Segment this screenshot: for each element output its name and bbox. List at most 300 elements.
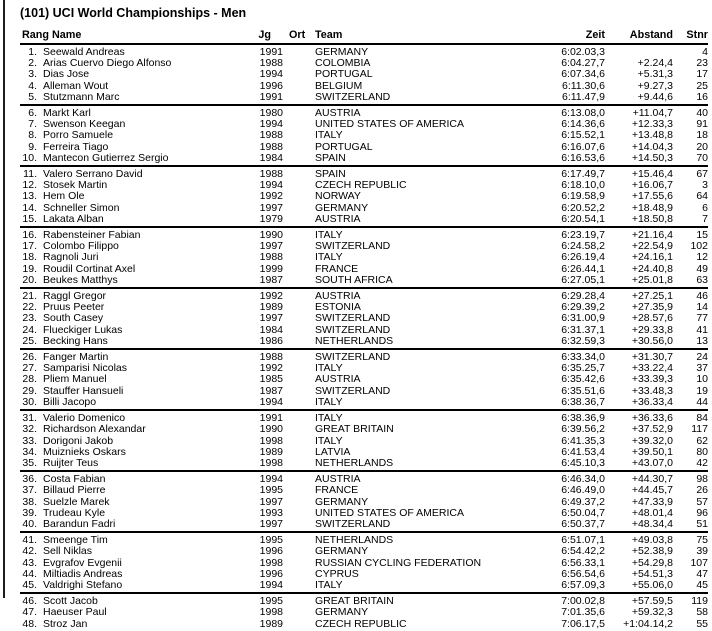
abstand-cell: +43.07,0 bbox=[631, 457, 673, 469]
abstand-cell: +36.33,6 bbox=[631, 413, 673, 425]
abstand-cell: +28.57,6 bbox=[631, 313, 673, 325]
jg-cell: 1987 bbox=[259, 385, 283, 397]
stnr-cell: 96 bbox=[696, 507, 708, 519]
jg-cell: 1989 bbox=[259, 446, 283, 458]
column-header-team: Team bbox=[315, 29, 343, 41]
table-row bbox=[20, 58, 708, 69]
name-cell: Ragnoli Juri bbox=[43, 252, 99, 264]
ort-cell bbox=[283, 142, 313, 153]
zeit-cell: 7:01.35,6 bbox=[561, 607, 605, 619]
jg-cell: 1984 bbox=[259, 324, 283, 336]
ort-cell bbox=[283, 607, 313, 618]
team-cell: AUSTRIA bbox=[315, 213, 361, 225]
zeit-cell: 6:07.34,6 bbox=[561, 69, 605, 81]
name-cell: Evgrafov Evgenii bbox=[43, 557, 122, 569]
stnr-cell: 17 bbox=[696, 69, 708, 81]
zeit-cell: 6:16.53,6 bbox=[561, 152, 605, 164]
stnr-cell: 77 bbox=[696, 313, 708, 325]
stnr-cell: 70 bbox=[696, 152, 708, 164]
jg-cell: 1997 bbox=[259, 313, 283, 325]
zeit-cell: 6:41.35,3 bbox=[561, 435, 605, 447]
zeit-cell: 6:50.04,7 bbox=[561, 507, 605, 519]
ort-cell bbox=[283, 169, 313, 180]
abstand-cell: +14.50,3 bbox=[631, 152, 673, 164]
ort-cell bbox=[283, 203, 313, 214]
team-cell: FRANCE bbox=[315, 263, 359, 275]
ort-cell bbox=[283, 180, 313, 191]
rank-cell: 14. bbox=[22, 202, 37, 214]
rank-cell: 9. bbox=[28, 141, 37, 153]
jg-cell: 1996 bbox=[259, 80, 283, 92]
team-cell: ITALY bbox=[315, 363, 343, 375]
ort-cell bbox=[283, 447, 313, 458]
team-cell: BELGIUM bbox=[315, 80, 363, 92]
ort-cell bbox=[283, 352, 313, 363]
table-row bbox=[20, 313, 708, 324]
abstand-cell: +59.32,3 bbox=[631, 607, 673, 619]
jg-cell: 1994 bbox=[259, 579, 283, 591]
abstand-cell: +18.48,9 bbox=[631, 202, 673, 214]
abstand-cell: +21.16,4 bbox=[631, 230, 673, 242]
ort-cell bbox=[283, 363, 313, 374]
stnr-cell: 45 bbox=[696, 579, 708, 591]
stnr-cell: 18 bbox=[696, 130, 708, 142]
zeit-cell: 6:23.19,7 bbox=[561, 230, 605, 242]
jg-cell: 1990 bbox=[259, 230, 283, 242]
ort-cell bbox=[283, 546, 313, 557]
result-group bbox=[20, 594, 708, 631]
page-left-border bbox=[3, 0, 5, 598]
table-row bbox=[20, 203, 708, 214]
rank-cell: 37. bbox=[22, 485, 37, 497]
rank-cell: 12. bbox=[22, 180, 37, 192]
name-cell: Sell Niklas bbox=[43, 546, 93, 558]
ort-cell bbox=[283, 413, 313, 424]
name-cell: Dorigoni Jakob bbox=[43, 435, 114, 447]
jg-cell: 1994 bbox=[259, 119, 283, 131]
team-cell: UNITED STATES OF AMERICA bbox=[315, 119, 464, 131]
table-row bbox=[20, 47, 708, 58]
column-header-zeit: Zeit bbox=[585, 29, 605, 41]
jg-cell: 1997 bbox=[259, 496, 283, 508]
jg-cell: 1992 bbox=[259, 291, 283, 303]
name-cell: Roudil Cortinat Axel bbox=[43, 263, 136, 275]
column-header-ort: Ort bbox=[289, 29, 306, 41]
rank-cell: 16. bbox=[22, 230, 37, 242]
result-group bbox=[20, 45, 708, 106]
zeit-cell: 6:41.53,4 bbox=[561, 446, 605, 458]
stnr-cell: 24 bbox=[696, 352, 708, 364]
stnr-cell: 37 bbox=[696, 363, 708, 375]
zeit-cell: 6:38.36,9 bbox=[561, 413, 605, 425]
jg-cell: 1996 bbox=[259, 568, 283, 580]
rank-cell: 30. bbox=[22, 396, 37, 408]
rank-cell: 45. bbox=[22, 579, 37, 591]
table-row bbox=[20, 580, 708, 591]
abstand-cell: +24.16,1 bbox=[631, 252, 673, 264]
rank-cell: 5. bbox=[28, 91, 37, 103]
ort-cell bbox=[283, 508, 313, 519]
ort-cell bbox=[283, 313, 313, 324]
abstand-cell: +1:04.14,2 bbox=[623, 618, 673, 630]
stnr-cell: 15 bbox=[696, 230, 708, 242]
table-row bbox=[20, 191, 708, 202]
team-cell: ITALY bbox=[315, 396, 343, 408]
ort-cell bbox=[283, 558, 313, 569]
zeit-cell: 6:24.58,2 bbox=[561, 241, 605, 253]
team-cell: GREAT BRITAIN bbox=[315, 424, 394, 436]
zeit-cell: 6:51.07,1 bbox=[561, 535, 605, 547]
zeit-cell: 6:46.34,0 bbox=[561, 474, 605, 486]
zeit-cell: 6:20.52,2 bbox=[561, 202, 605, 214]
rank-cell: 7. bbox=[28, 119, 37, 131]
rank-cell: 44. bbox=[22, 568, 37, 580]
abstand-cell: +47.33,9 bbox=[631, 496, 673, 508]
ort-cell bbox=[283, 241, 313, 252]
jg-cell: 1980 bbox=[259, 108, 283, 120]
zeit-cell: 6:35.25,7 bbox=[561, 363, 605, 375]
abstand-cell: +9.27,3 bbox=[637, 80, 673, 92]
team-cell: CZECH REPUBLIC bbox=[315, 618, 407, 630]
zeit-cell: 6:16.07,6 bbox=[561, 141, 605, 153]
jg-cell: 1992 bbox=[259, 191, 283, 203]
jg-cell: 1989 bbox=[259, 302, 283, 314]
ort-cell bbox=[283, 497, 313, 508]
zeit-cell: 6:32.59,3 bbox=[561, 335, 605, 347]
abstand-cell: +25.01,8 bbox=[631, 274, 673, 286]
abstand-cell: +54.51,3 bbox=[631, 568, 673, 580]
table-row bbox=[20, 92, 708, 103]
table-row bbox=[20, 535, 708, 546]
stnr-cell: 3 bbox=[702, 180, 708, 192]
stnr-cell: 7 bbox=[702, 213, 708, 225]
jg-cell: 1995 bbox=[259, 485, 283, 497]
result-group bbox=[20, 167, 708, 228]
ort-cell bbox=[283, 69, 313, 80]
jg-cell: 1992 bbox=[259, 363, 283, 375]
table-row bbox=[20, 108, 708, 119]
table-row bbox=[20, 558, 708, 569]
team-cell: SWITZERLAND bbox=[315, 241, 391, 253]
table-row bbox=[20, 119, 708, 130]
rank-cell: 25. bbox=[22, 335, 37, 347]
team-cell: NETHERLANDS bbox=[315, 535, 394, 547]
abstand-cell: +33.48,3 bbox=[631, 385, 673, 397]
rank-cell: 38. bbox=[22, 496, 37, 508]
team-cell: GERMANY bbox=[315, 546, 369, 558]
zeit-cell: 6:02.03,3 bbox=[561, 47, 605, 58]
team-cell: ITALY bbox=[315, 130, 343, 142]
name-cell: Suelzle Marek bbox=[43, 496, 110, 508]
team-cell: GERMANY bbox=[315, 607, 369, 619]
zeit-cell: 6:39.56,2 bbox=[561, 424, 605, 436]
jg-cell: 1987 bbox=[259, 274, 283, 286]
table-row bbox=[20, 69, 708, 80]
name-cell: Beukes Matthys bbox=[43, 274, 118, 286]
stnr-cell: 12 bbox=[696, 252, 708, 264]
stnr-cell: 46 bbox=[696, 291, 708, 303]
name-cell: Hem Ole bbox=[43, 191, 85, 203]
team-cell: ITALY bbox=[315, 252, 343, 264]
stnr-cell: 63 bbox=[696, 274, 708, 286]
zeit-cell: 6:11.30,6 bbox=[561, 80, 605, 92]
rank-cell: 10. bbox=[22, 152, 37, 164]
zeit-cell: 6:04.27,7 bbox=[561, 58, 605, 70]
stnr-cell: 57 bbox=[696, 496, 708, 508]
name-cell: Rabensteiner Fabian bbox=[43, 230, 141, 242]
team-cell: AUSTRIA bbox=[315, 108, 361, 120]
stnr-cell: 44 bbox=[696, 396, 708, 408]
stnr-cell: 98 bbox=[696, 474, 708, 486]
rank-cell: 2. bbox=[28, 58, 37, 70]
team-cell: SOUTH AFRICA bbox=[315, 274, 393, 286]
stnr-cell: 51 bbox=[696, 518, 708, 530]
jg-cell: 1988 bbox=[259, 141, 283, 153]
table-row bbox=[20, 508, 708, 519]
name-cell: Haeuser Paul bbox=[43, 607, 107, 619]
table-row bbox=[20, 180, 708, 191]
zeit-cell: 6:20.54,1 bbox=[561, 213, 605, 225]
ort-cell bbox=[283, 119, 313, 130]
jg-cell: 1991 bbox=[259, 47, 283, 58]
abstand-cell: +2.24,4 bbox=[637, 58, 673, 70]
rank-cell: 15. bbox=[22, 213, 37, 225]
ort-cell bbox=[283, 252, 313, 263]
column-header-rang-name: Rang Name bbox=[22, 29, 82, 41]
stnr-cell: 6 bbox=[702, 202, 708, 214]
ort-cell bbox=[283, 130, 313, 141]
jg-cell: 1998 bbox=[259, 607, 283, 619]
jg-cell: 1996 bbox=[259, 546, 283, 558]
jg-cell: 1988 bbox=[259, 169, 283, 181]
jg-cell: 1991 bbox=[259, 413, 283, 425]
rank-cell: 4. bbox=[28, 80, 37, 92]
zeit-cell: 6:17.49,7 bbox=[561, 169, 605, 181]
result-group bbox=[20, 228, 708, 289]
ort-cell bbox=[283, 191, 313, 202]
column-header-jg: Jg bbox=[258, 29, 271, 41]
rank-cell: 8. bbox=[28, 130, 37, 142]
abstand-cell: +52.38,9 bbox=[631, 546, 673, 558]
ort-cell bbox=[283, 58, 313, 69]
jg-cell: 1997 bbox=[259, 241, 283, 253]
jg-cell: 1994 bbox=[259, 69, 283, 81]
rank-cell: 32. bbox=[22, 424, 37, 436]
ort-cell bbox=[283, 302, 313, 313]
team-cell: CZECH REPUBLIC bbox=[315, 180, 407, 192]
stnr-cell: 55 bbox=[696, 618, 708, 630]
ort-cell bbox=[283, 336, 313, 347]
jg-cell: 1995 bbox=[259, 596, 283, 608]
jg-cell: 1988 bbox=[259, 352, 283, 364]
table-row bbox=[20, 336, 708, 347]
name-cell: Trudeau Kyle bbox=[43, 507, 106, 519]
jg-cell: 1998 bbox=[259, 435, 283, 447]
rank-cell: 36. bbox=[22, 474, 37, 486]
table-row bbox=[20, 474, 708, 485]
jg-cell: 1988 bbox=[259, 130, 283, 142]
name-cell: Ruijter Teus bbox=[43, 457, 99, 469]
stnr-cell: 42 bbox=[696, 457, 708, 469]
name-cell: Stosek Martin bbox=[43, 180, 108, 192]
table-row bbox=[20, 413, 708, 424]
name-cell: Pliem Manuel bbox=[43, 374, 107, 386]
zeit-cell: 7:00.02,8 bbox=[561, 596, 605, 608]
table-row bbox=[20, 252, 708, 263]
rank-cell: 42. bbox=[22, 546, 37, 558]
name-cell: Valdrighi Stefano bbox=[43, 579, 123, 591]
jg-cell: 1988 bbox=[259, 58, 283, 70]
table-row bbox=[20, 458, 708, 469]
abstand-cell: +36.33,4 bbox=[631, 396, 673, 408]
name-cell: Seewald Andreas bbox=[43, 47, 125, 58]
team-cell: ITALY bbox=[315, 230, 343, 242]
team-cell: RUSSIAN CYCLING FEDERATION bbox=[315, 557, 482, 569]
name-cell: Scott Jacob bbox=[43, 596, 98, 608]
name-cell: Valerio Domenico bbox=[43, 413, 126, 425]
ort-cell bbox=[283, 264, 313, 275]
ort-cell bbox=[283, 230, 313, 241]
team-cell: SWITZERLAND bbox=[315, 324, 391, 336]
zeit-cell: 6:57.09,3 bbox=[561, 579, 605, 591]
abstand-cell: +22.54,9 bbox=[631, 241, 673, 253]
table-row bbox=[20, 352, 708, 363]
table-row bbox=[20, 607, 708, 618]
team-cell: AUSTRIA bbox=[315, 291, 361, 303]
abstand-cell: +5.31,3 bbox=[637, 69, 673, 81]
name-cell: Billi Jacopo bbox=[43, 396, 97, 408]
rank-cell: 1. bbox=[28, 47, 37, 58]
team-cell: GERMANY bbox=[315, 496, 369, 508]
table-row bbox=[20, 619, 708, 630]
abstand-cell: +57.59,5 bbox=[631, 596, 673, 608]
name-cell: Muiznieks Oskars bbox=[43, 446, 126, 458]
name-cell: Colombo Filippo bbox=[43, 241, 119, 253]
name-cell: Valero Serrano David bbox=[43, 169, 143, 181]
stnr-cell: 25 bbox=[696, 80, 708, 92]
team-cell: SPAIN bbox=[315, 169, 346, 181]
result-group bbox=[20, 106, 708, 167]
stnr-cell: 64 bbox=[696, 191, 708, 203]
abstand-cell: +15.46,4 bbox=[631, 169, 673, 181]
jg-cell: 1994 bbox=[259, 396, 283, 408]
abstand-cell: +29.33,8 bbox=[631, 324, 673, 336]
name-cell: Ferreira Tiago bbox=[43, 141, 109, 153]
name-cell: Stroz Jan bbox=[43, 618, 88, 630]
table-row bbox=[20, 424, 708, 435]
jg-cell: 1998 bbox=[259, 457, 283, 469]
jg-cell: 1998 bbox=[259, 557, 283, 569]
ort-cell bbox=[283, 458, 313, 469]
zeit-cell: 6:18.10,0 bbox=[561, 180, 605, 192]
rank-cell: 13. bbox=[22, 191, 37, 203]
rank-cell: 31. bbox=[22, 413, 37, 425]
abstand-cell: +14.04,3 bbox=[631, 141, 673, 153]
rank-cell: 34. bbox=[22, 446, 37, 458]
zeit-cell: 6:35.51,6 bbox=[561, 385, 605, 397]
zeit-cell: 6:29.39,2 bbox=[561, 302, 605, 314]
ort-cell bbox=[283, 386, 313, 397]
stnr-cell: 58 bbox=[696, 607, 708, 619]
name-cell: Barandun Fadri bbox=[43, 518, 116, 530]
stnr-cell: 4 bbox=[702, 47, 708, 58]
team-cell: ITALY bbox=[315, 413, 343, 425]
abstand-cell: +39.32,0 bbox=[631, 435, 673, 447]
ort-cell bbox=[283, 485, 313, 496]
rank-cell: 21. bbox=[22, 291, 37, 303]
results-table-body bbox=[20, 45, 708, 631]
abstand-cell: +49.03,8 bbox=[631, 535, 673, 547]
name-cell: Arias Cuervo Diego Alfonso bbox=[43, 58, 172, 70]
table-row bbox=[20, 386, 708, 397]
jg-cell: 1989 bbox=[259, 618, 283, 630]
team-cell: NETHERLANDS bbox=[315, 457, 394, 469]
jg-cell: 1997 bbox=[259, 202, 283, 214]
jg-cell: 1994 bbox=[259, 180, 283, 192]
abstand-cell: +11.04,7 bbox=[632, 108, 673, 120]
table-row bbox=[20, 153, 708, 164]
name-cell: Miltiadis Andreas bbox=[43, 568, 123, 580]
ort-cell bbox=[283, 47, 313, 58]
name-cell: Pruus Peeter bbox=[43, 302, 105, 314]
rank-cell: 47. bbox=[22, 607, 37, 619]
abstand-cell: +48.01,4 bbox=[631, 507, 673, 519]
name-cell: Billaud Pierre bbox=[43, 485, 106, 497]
zeit-cell: 6:49.37,2 bbox=[561, 496, 605, 508]
jg-cell: 1993 bbox=[259, 507, 283, 519]
stnr-cell: 49 bbox=[696, 263, 708, 275]
name-cell: Dias Jose bbox=[43, 69, 90, 81]
zeit-cell: 6:31.37,1 bbox=[561, 324, 605, 336]
stnr-cell: 75 bbox=[696, 535, 708, 547]
rank-cell: 39. bbox=[22, 507, 37, 519]
jg-cell: 1979 bbox=[259, 213, 283, 225]
abstand-cell: +33.22,4 bbox=[631, 363, 673, 375]
jg-cell: 1995 bbox=[259, 535, 283, 547]
abstand-cell: +55.06,0 bbox=[631, 579, 673, 591]
abstand-cell: +30.56,0 bbox=[631, 335, 673, 347]
ort-cell bbox=[283, 92, 313, 103]
team-cell: GERMANY bbox=[315, 47, 369, 58]
stnr-cell: 20 bbox=[696, 141, 708, 153]
rank-cell: 29. bbox=[22, 385, 37, 397]
rank-cell: 24. bbox=[22, 324, 37, 336]
table-row bbox=[20, 485, 708, 496]
result-group bbox=[20, 472, 708, 533]
page-title: (101) UCI World Championships - Men bbox=[20, 6, 247, 20]
stnr-cell: 47 bbox=[696, 568, 708, 580]
jg-cell: 1984 bbox=[259, 152, 283, 164]
name-cell: Flueckiger Lukas bbox=[43, 324, 123, 336]
name-cell: Smeenge Tim bbox=[43, 535, 108, 547]
table-header bbox=[20, 29, 708, 45]
jg-cell: 1999 bbox=[259, 263, 283, 275]
result-group bbox=[20, 289, 708, 350]
rank-cell: 11. bbox=[23, 169, 37, 181]
abstand-cell: +54.29,8 bbox=[631, 557, 673, 569]
abstand-cell: +27.35,9 bbox=[631, 302, 673, 314]
stnr-cell: 13 bbox=[696, 335, 708, 347]
abstand-cell: +16.06,7 bbox=[631, 180, 673, 192]
zeit-cell: 6:27.05,1 bbox=[561, 274, 605, 286]
zeit-cell: 6:13.08,0 bbox=[561, 108, 605, 120]
abstand-cell: +44.45,7 bbox=[631, 485, 673, 497]
table-row bbox=[20, 497, 708, 508]
team-cell: ITALY bbox=[315, 579, 343, 591]
team-cell: SPAIN bbox=[315, 152, 346, 164]
rank-cell: 18. bbox=[22, 252, 37, 264]
stnr-cell: 119 bbox=[691, 596, 708, 608]
